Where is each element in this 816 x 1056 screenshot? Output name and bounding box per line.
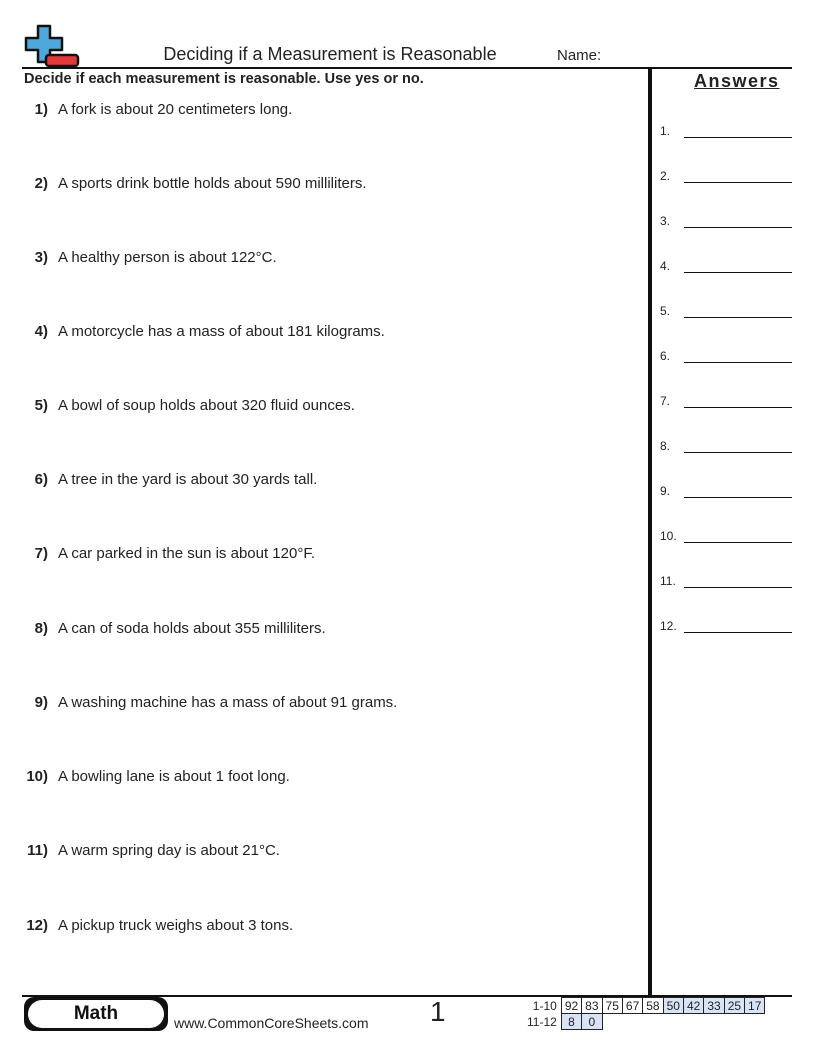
answer-line[interactable] xyxy=(660,257,792,273)
answer-blank[interactable] xyxy=(684,137,792,138)
question-text: A can of soda holds about 355 milliliters. xyxy=(58,620,326,637)
question-number: 6) xyxy=(34,471,48,488)
score-cell: 83 xyxy=(582,998,602,1014)
question-number: 8) xyxy=(34,620,48,637)
score-cell: 92 xyxy=(561,998,581,1014)
question-text: A pickup truck weighs about 3 tons. xyxy=(58,917,294,934)
answer-blank[interactable] xyxy=(684,182,792,183)
answer-blank[interactable] xyxy=(684,317,792,318)
question-text: A sports drink bottle holds about 590 milliliters. xyxy=(58,175,367,192)
question-text: A washing machine has a mass of about 91 grams. xyxy=(58,694,398,711)
question-number: 10) xyxy=(26,768,48,785)
question-number: 1) xyxy=(34,101,48,118)
score-cell: 33 xyxy=(704,998,724,1014)
question-item xyxy=(14,175,367,192)
question-text: A car parked in the sun is about 120°F. xyxy=(58,545,315,562)
score-cell: 17 xyxy=(745,998,765,1014)
score-table xyxy=(524,997,765,1030)
answer-blank[interactable] xyxy=(684,632,792,633)
answer-blank[interactable] xyxy=(684,272,792,273)
question-text: A fork is about 20 centimeters long. xyxy=(58,101,293,118)
answer-number: 9. xyxy=(660,484,671,498)
score-cell: 42 xyxy=(683,998,703,1014)
answer-line[interactable] xyxy=(660,212,792,228)
question-number: 5) xyxy=(34,397,48,414)
answer-number: 7. xyxy=(660,394,671,408)
subject-badge xyxy=(24,997,168,1031)
answer-number: 4. xyxy=(660,259,671,273)
question-item xyxy=(14,471,317,488)
answer-line[interactable] xyxy=(660,167,792,183)
page-number: 1 xyxy=(430,996,446,1027)
answer-blank[interactable] xyxy=(684,362,792,363)
question-item xyxy=(14,545,315,562)
answer-blank[interactable] xyxy=(684,542,792,543)
answer-number: 11. xyxy=(660,574,676,588)
score-cell: 58 xyxy=(643,998,663,1014)
question-number: 4) xyxy=(34,323,48,340)
question-number: 9) xyxy=(34,694,48,711)
score-cell: 50 xyxy=(663,998,683,1014)
answers-heading: Answers xyxy=(694,71,780,91)
answer-blank[interactable] xyxy=(684,587,792,588)
question-number: 7) xyxy=(34,545,48,562)
answer-blank[interactable] xyxy=(684,407,792,408)
score-row xyxy=(524,1014,765,1030)
instructions: Decide if each measurement is reasonable. Use yes or no. xyxy=(24,71,424,87)
question-item xyxy=(14,397,355,414)
site-url: www.CommonCoreSheets.com xyxy=(174,1015,369,1031)
answer-blank[interactable] xyxy=(684,227,792,228)
question-number: 2) xyxy=(34,175,48,192)
score-range-label: 1-10 xyxy=(532,998,557,1013)
answer-line[interactable] xyxy=(660,527,792,543)
answer-number: 8. xyxy=(660,439,671,453)
name-label: Name: xyxy=(557,47,602,64)
question-number: 12) xyxy=(26,917,48,934)
question-text: A bowling lane is about 1 foot long. xyxy=(58,768,290,785)
answer-number: 2. xyxy=(660,169,671,183)
question-number: 3) xyxy=(34,249,48,266)
question-text: A healthy person is about 122°C. xyxy=(58,249,277,266)
score-cell: 75 xyxy=(602,998,622,1014)
plus-minus-logo-icon xyxy=(24,24,80,68)
answer-line[interactable] xyxy=(660,572,792,588)
answer-line[interactable] xyxy=(660,392,792,408)
score-row xyxy=(524,998,765,1014)
question-item xyxy=(14,249,277,266)
question-item xyxy=(14,620,326,637)
question-text: A warm spring day is about 21°C. xyxy=(58,842,280,859)
answer-number: 5. xyxy=(660,304,671,318)
score-cell: 0 xyxy=(582,1014,602,1030)
question-item xyxy=(14,323,385,340)
subject-label: Math xyxy=(28,1000,164,1028)
answer-number: 12. xyxy=(660,619,677,633)
score-cell: 8 xyxy=(561,1014,581,1030)
question-number: 11) xyxy=(27,842,48,859)
score-range-label: 11-12 xyxy=(527,1014,557,1029)
answer-number: 3. xyxy=(660,214,671,228)
question-text: A motorcycle has a mass of about 181 kilograms. xyxy=(58,323,385,340)
worksheet-title: Deciding if a Measurement is Reasonable xyxy=(163,44,497,64)
answer-line[interactable] xyxy=(660,617,792,633)
answer-blank[interactable] xyxy=(684,452,792,453)
answer-line[interactable] xyxy=(660,482,792,498)
question-item xyxy=(14,917,293,934)
question-text: A tree in the yard is about 30 yards tall. xyxy=(58,471,318,488)
answer-line[interactable] xyxy=(660,437,792,453)
answer-column-divider xyxy=(648,68,652,995)
answer-line[interactable] xyxy=(660,347,792,363)
question-item xyxy=(14,694,397,711)
answer-number: 10. xyxy=(660,529,677,543)
header-rule xyxy=(22,67,792,69)
question-item xyxy=(14,768,290,785)
score-cell: 67 xyxy=(622,998,642,1014)
question-text: A bowl of soup holds about 320 fluid ounces. xyxy=(58,397,355,414)
answer-number: 6. xyxy=(660,349,671,363)
answer-number: 1. xyxy=(660,124,671,138)
question-item xyxy=(14,842,280,859)
answer-line[interactable] xyxy=(660,122,792,138)
question-item xyxy=(14,101,292,118)
score-cell: 25 xyxy=(724,998,744,1014)
answer-line[interactable] xyxy=(660,302,792,318)
answer-blank[interactable] xyxy=(684,497,792,498)
